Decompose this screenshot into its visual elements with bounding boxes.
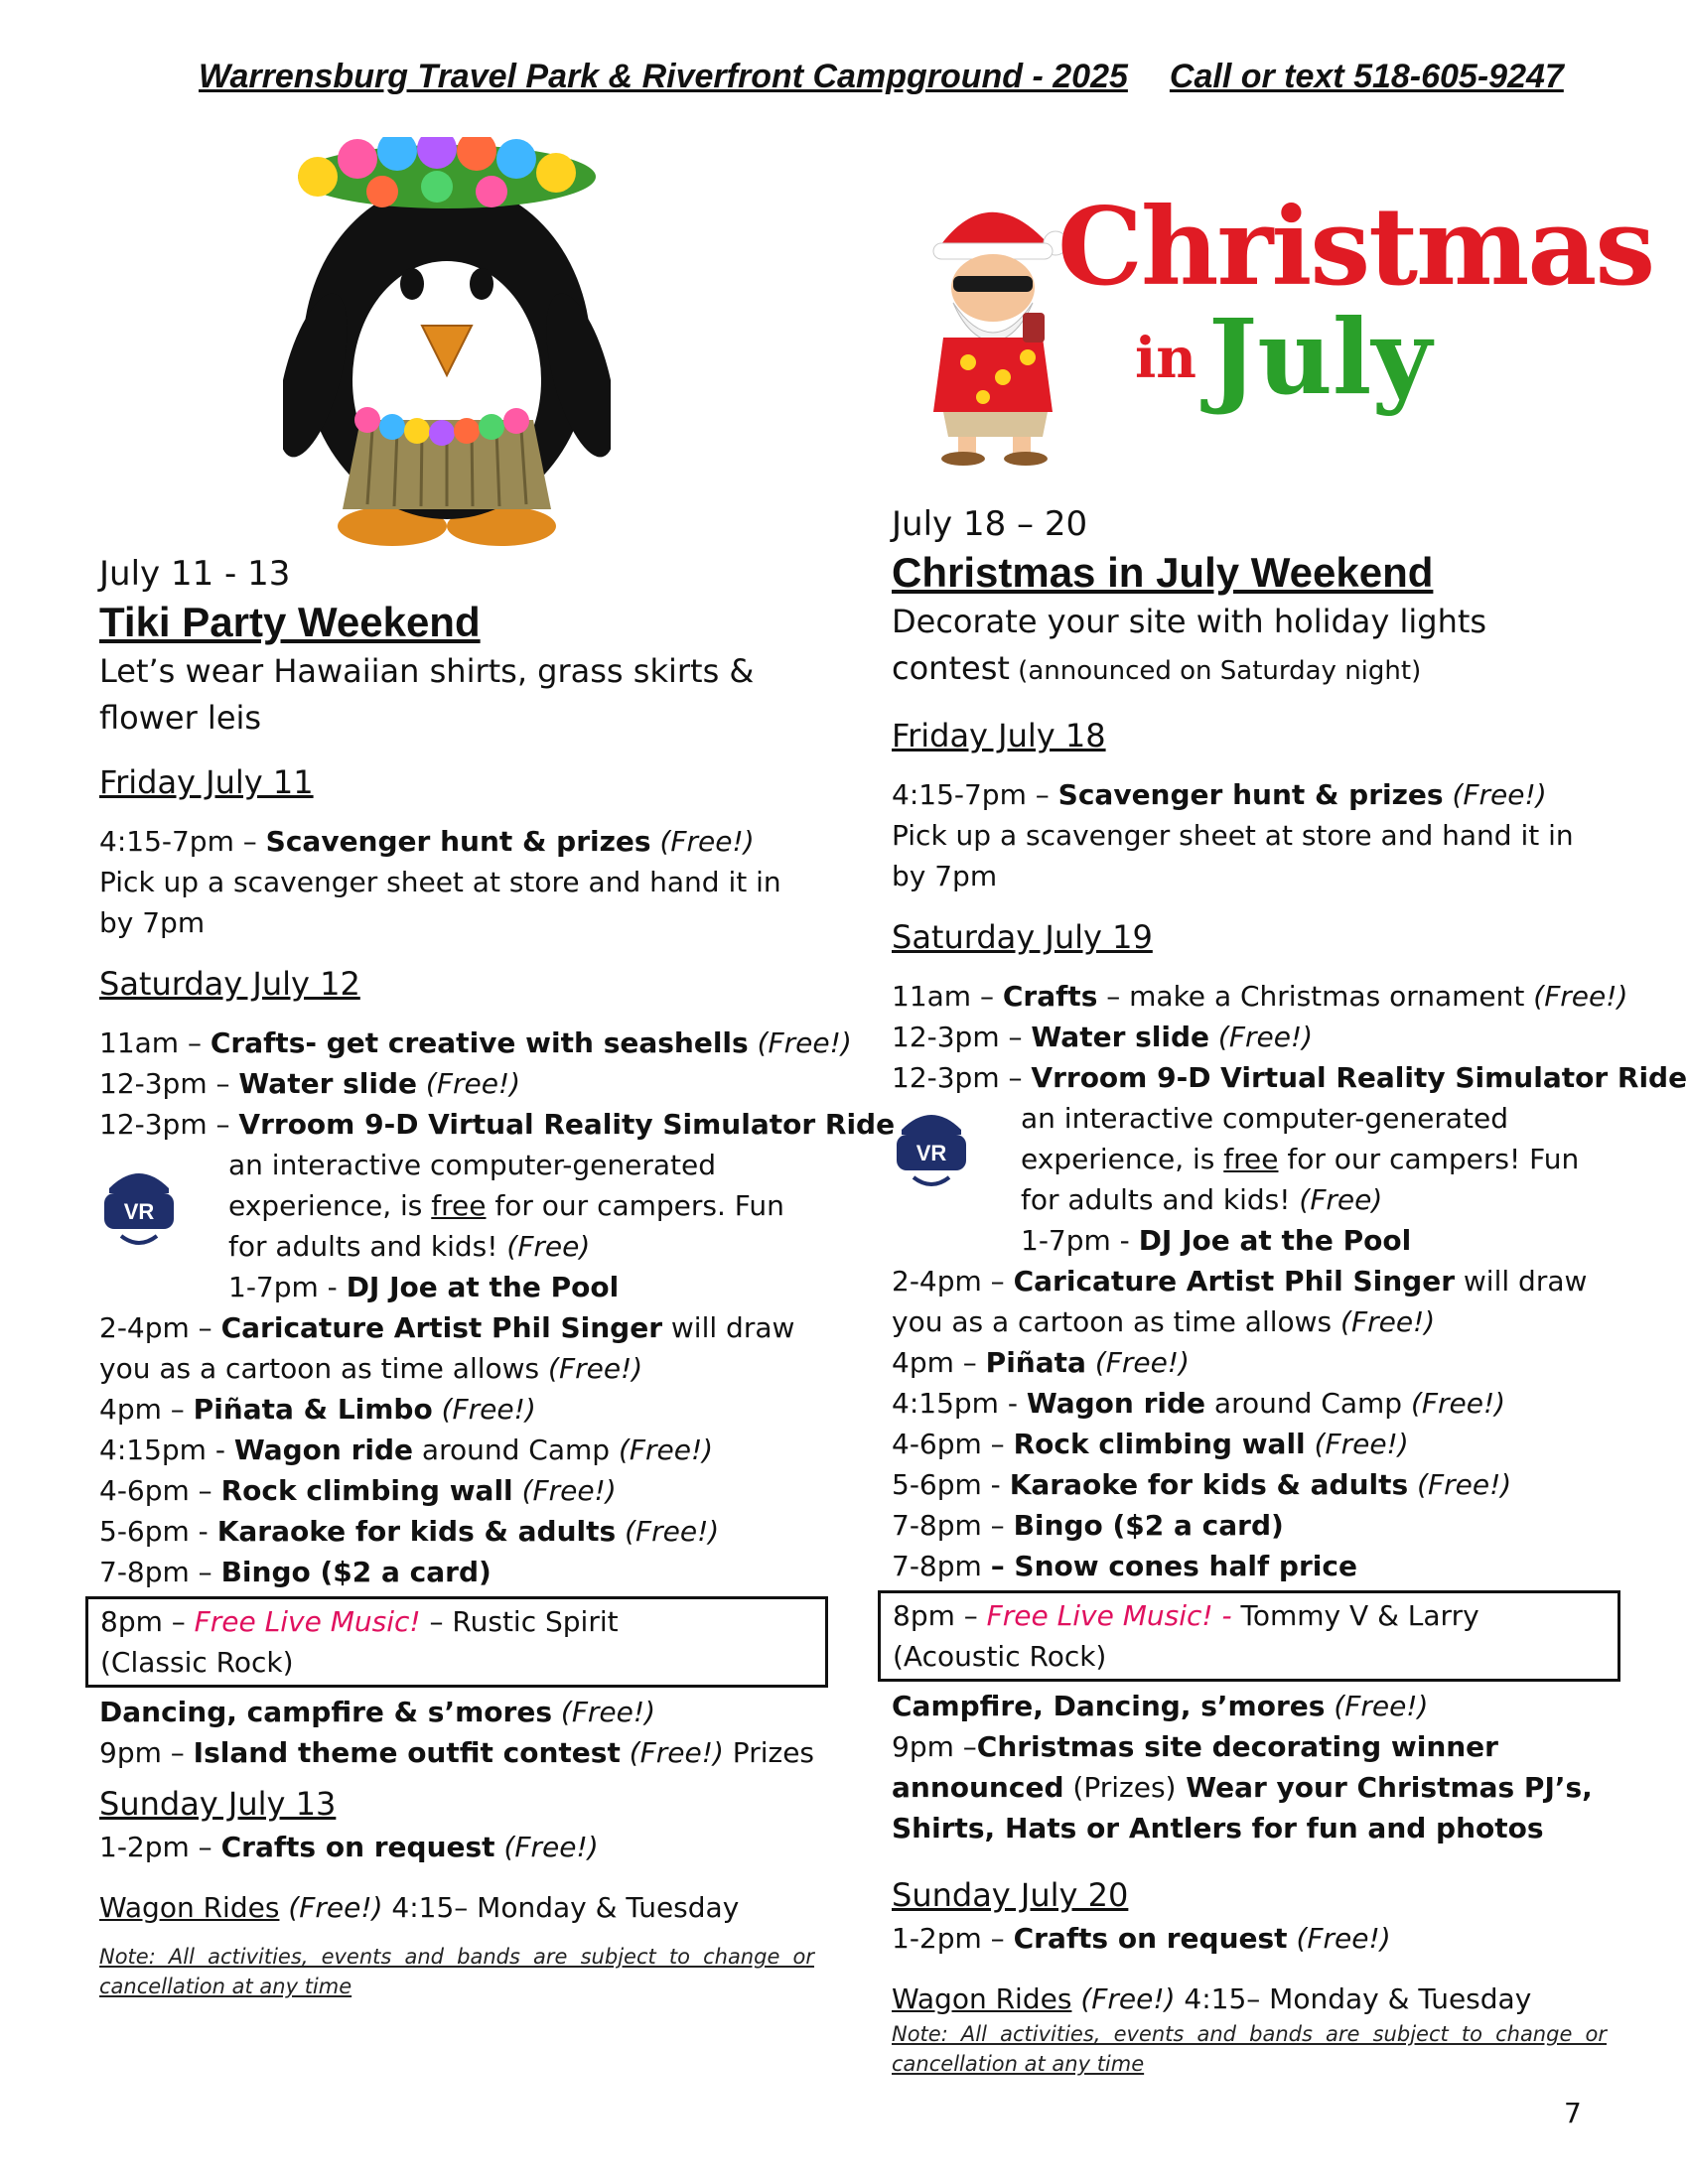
left-sunday-heading: Sunday July 13: [99, 1785, 337, 1823]
left-saturday-heading: Saturday July 12: [99, 965, 360, 1003]
subtitle-text: Decorate your site with holiday lights contest: [892, 603, 1487, 687]
vr-icon-label: VR: [915, 1141, 947, 1165]
right-sat-crafts: [892, 976, 1628, 1017]
right-title: Christmas in July Weekend: [892, 549, 1434, 596]
free-tag: (Free!): [425, 1067, 521, 1100]
event-time: 4-6pm –: [892, 1428, 1014, 1460]
vr-desc-text: for our campers. Fun: [486, 1189, 784, 1222]
vr-desc-text: for adults and kids!: [228, 1230, 507, 1263]
right-sat-caricature: [892, 1261, 1607, 1342]
event-time: 1-2pm –: [892, 1922, 1014, 1955]
event-time: 11am –: [892, 980, 1003, 1013]
event-time: 12-3pm –: [99, 1108, 239, 1141]
free-tag: (Free!): [288, 1891, 383, 1924]
event-detail: will draw you as a cartoon as time allows: [892, 1265, 1588, 1338]
vr-free-word: free: [1223, 1143, 1279, 1175]
free-tag: (Free!): [1080, 1982, 1176, 2015]
event-name: Bingo ($2 a card): [1013, 1509, 1284, 1542]
right-sunday-heading: Sunday July 20: [892, 1876, 1129, 1914]
right-sat-water-slide: [892, 1017, 1607, 1057]
right-sun-crafts: [892, 1918, 1607, 1959]
event-time: 5-6pm -: [892, 1468, 1010, 1501]
free-tag: (Free!): [618, 1433, 714, 1466]
event-detail: around Camp: [413, 1433, 619, 1466]
right-sat-vr: [892, 1057, 1688, 1098]
right-sat-bingo: [892, 1505, 1607, 1546]
left-sat-dancing: [99, 1692, 814, 1732]
event-time: 5-6pm -: [99, 1515, 217, 1548]
left-wagon-rides: [99, 1887, 814, 1928]
left-friday-scavenger: [99, 821, 814, 943]
free-tag: (Free!): [1533, 980, 1628, 1013]
logo-word-in: in: [1135, 326, 1196, 391]
left-sat-bingo: [99, 1552, 814, 1592]
event-time: 12-3pm –: [892, 1061, 1032, 1094]
vr-desc-text: experience, is: [228, 1189, 432, 1222]
free-tag: (Free!): [757, 1026, 852, 1059]
event-name: Caricature Artist Phil Singer: [1013, 1265, 1455, 1297]
right-note: Note: All activities, events and bands are subject to change or cancellation at any time: [892, 2022, 1607, 2076]
free-tag: (Free!): [1452, 778, 1547, 811]
event-name: Wagon ride: [1026, 1387, 1206, 1420]
left-title: Tiki Party Weekend: [99, 599, 481, 645]
right-sat-campfire: [892, 1686, 1607, 1726]
event-time: 7-8pm –: [99, 1556, 221, 1588]
christmas-in-july-column: [892, 501, 1688, 2079]
vr-desc-line: [228, 1185, 814, 1226]
band-name: – Rustic Spirit: [420, 1605, 619, 1638]
right-sat-karaoke: [892, 1464, 1607, 1505]
event-detail: Wear your Christmas PJ’s, Shirts, Hats or Antlers for fun and photos: [892, 1771, 1593, 1844]
header-phone: Call or text 518-605-9247: [1169, 58, 1564, 95]
event-detail: – make a Christmas ornament: [1097, 980, 1534, 1013]
right-friday-scavenger: [892, 774, 1607, 896]
event-name: Vrroom 9-D Virtual Reality Simulator Ride: [238, 1108, 896, 1141]
vr-desc-line: [1021, 1139, 1607, 1179]
left-sat-crafts: [99, 1023, 852, 1063]
free-tag: (Free!): [629, 1736, 724, 1769]
page-header: [199, 58, 1579, 96]
event-name: Crafts: [1002, 980, 1098, 1013]
free-tag: (Free!): [1314, 1428, 1409, 1460]
vr-desc-text: for adults and kids!: [1021, 1183, 1300, 1216]
vr-desc-line: [1021, 1179, 1607, 1220]
right-wagon-rides: [892, 1979, 1607, 2019]
right-sat-xmas-winner: [892, 1726, 1607, 1848]
event-time: 8pm –: [893, 1599, 987, 1632]
right-sat-pinata: [892, 1342, 1607, 1383]
event-time: 7-8pm –: [892, 1509, 1014, 1542]
wagon-rides-schedule: 4:15– Monday & Tuesday: [382, 1891, 740, 1924]
free-live-music-label: Free Live Music!: [194, 1605, 421, 1638]
event-time: 9pm –: [99, 1736, 194, 1769]
event-name: Piñata & Limbo: [193, 1393, 433, 1426]
christmas-in-july-logo: [899, 185, 1654, 467]
event-name: Crafts on request: [1013, 1922, 1288, 1955]
wagon-rides-label: Wagon Rides: [892, 1982, 1072, 2015]
event-name: Karaoke for kids & adults: [216, 1515, 617, 1548]
right-saturday-heading: Saturday July 19: [892, 918, 1153, 956]
event-name: Christmas site decorating winner announced: [892, 1730, 1498, 1804]
event-time: 2-4pm –: [99, 1311, 221, 1344]
band-name: Tommy V & Larry: [1240, 1599, 1479, 1632]
left-sat-vr: [99, 1104, 896, 1145]
free-tag: (Free!): [560, 1696, 656, 1728]
event-name: Dancing, campfire & s’mores: [99, 1696, 552, 1728]
left-sat-wagon: [99, 1430, 814, 1470]
left-sat-rock: [99, 1470, 814, 1511]
right-dates: July 18 – 20: [892, 504, 1088, 544]
event-time: 2-4pm –: [892, 1265, 1014, 1297]
event-time: 9pm –: [892, 1730, 977, 1763]
free-live-music-label: Free Live Music! -: [986, 1599, 1241, 1632]
left-dates: July 11 - 13: [99, 554, 291, 594]
event-time: 1-2pm –: [99, 1831, 221, 1863]
free-tag: (Free): [506, 1230, 591, 1263]
event-detail: Pick up a scavenger sheet at store and hand it in by 7pm: [99, 866, 781, 939]
right-sat-rock: [892, 1424, 1607, 1464]
event-time: 4pm –: [99, 1393, 194, 1426]
logo-word-christmas: Christmas: [1057, 185, 1654, 310]
left-sat-dj: [228, 1267, 814, 1307]
tiki-penguin-illustration: [283, 137, 611, 554]
event-time: 12-3pm –: [99, 1067, 239, 1100]
wagon-rides-schedule: 4:15– Monday & Tuesday: [1175, 1982, 1532, 2015]
event-name: Rock climbing wall: [1013, 1428, 1306, 1460]
event-time: 12-3pm –: [892, 1021, 1032, 1053]
free-tag: (Free!): [441, 1393, 536, 1426]
event-name: DJ Joe at the Pool: [1138, 1224, 1412, 1257]
vr-icon-label: VR: [123, 1199, 155, 1224]
event-detail: Pick up a scavenger sheet at store and hand it in by 7pm: [892, 819, 1574, 892]
event-time: 4:15-7pm –: [99, 825, 266, 858]
right-sat-wagon: [892, 1383, 1607, 1424]
header-park-name: Warrensburg Travel Park & Riverfront Campground - 2025: [199, 58, 1128, 95]
flower-crown: [298, 137, 596, 208]
event-name: Crafts on request: [220, 1831, 495, 1863]
event-time: 11am –: [99, 1026, 211, 1059]
free-tag: (Free!): [625, 1515, 720, 1548]
right-live-music-box: [878, 1590, 1620, 1682]
left-sat-karaoke: [99, 1511, 814, 1552]
event-name: Karaoke for kids & adults: [1009, 1468, 1409, 1501]
right-subtitle: [892, 599, 1607, 695]
free-tag: (Free): [1299, 1183, 1383, 1216]
event-name: Scavenger hunt & prizes: [265, 825, 651, 858]
event-name: Island theme outfit contest: [193, 1736, 621, 1769]
left-friday-heading: Friday July 11: [99, 763, 314, 801]
vr-desc-text: experience, is: [1021, 1143, 1224, 1175]
free-tag: (Free!): [1296, 1922, 1391, 1955]
event-name: Water slide: [1031, 1021, 1210, 1053]
event-name: Caricature Artist Phil Singer: [220, 1311, 662, 1344]
event-detail: will draw you as a cartoon as time allows: [99, 1311, 795, 1385]
event-detail: Prizes: [723, 1736, 815, 1769]
event-time: 8pm –: [100, 1605, 195, 1638]
left-sun-crafts: [99, 1827, 814, 1867]
free-tag: (Free!): [1334, 1690, 1429, 1722]
event-name: DJ Joe at the Pool: [346, 1271, 620, 1303]
right-sat-dj: [1021, 1220, 1607, 1261]
tiki-party-column: [99, 551, 896, 2001]
event-time: 1-7pm -: [1021, 1224, 1139, 1257]
left-subtitle: Let’s wear Hawaiian shirts, grass skirts & flower leis: [99, 652, 755, 737]
left-sat-contest: [99, 1732, 814, 1773]
free-tag: (Free!): [1417, 1468, 1512, 1501]
event-name: – Snow cones half price: [990, 1550, 1357, 1582]
page-number: 7: [1564, 2097, 1582, 2129]
left-sat-pinata: [99, 1389, 814, 1430]
left-note: Note: All activities, events and bands are subject to change or cancellation at any time: [99, 1945, 814, 1998]
event-name: Water slide: [238, 1067, 418, 1100]
vr-free-word: free: [431, 1189, 487, 1222]
left-live-music-box: [85, 1596, 828, 1688]
event-time: 4-6pm –: [99, 1474, 221, 1507]
left-vr-description: [99, 1145, 814, 1307]
free-tag: (Free!): [521, 1474, 617, 1507]
event-time: 4:15-7pm –: [892, 778, 1058, 811]
vr-desc-text: for our campers! Fun: [1278, 1143, 1580, 1175]
right-vr-description: [892, 1098, 1607, 1261]
vr-headset-icon: [892, 1100, 971, 1199]
event-name: Bingo ($2 a card): [220, 1556, 492, 1588]
event-detail: around Camp: [1205, 1387, 1411, 1420]
vr-desc-line: an interactive computer-generated: [1021, 1102, 1509, 1135]
right-friday-heading: Friday July 18: [892, 717, 1106, 754]
free-tag: (Free!): [1340, 1305, 1436, 1338]
free-tag: (Free!): [548, 1352, 643, 1385]
event-detail: (Prizes): [1072, 1771, 1177, 1804]
vr-desc-line: an interactive computer-generated: [228, 1149, 717, 1181]
free-tag: (Free!): [1410, 1387, 1506, 1420]
right-sat-snow-cones: [892, 1546, 1607, 1586]
wagon-rides-label: Wagon Rides: [99, 1891, 280, 1924]
event-name: Crafts- get creative with seashells: [210, 1026, 749, 1059]
event-time: 7-8pm: [892, 1550, 991, 1582]
free-tag: (Free!): [1217, 1021, 1314, 1053]
event-time: 4:15pm -: [892, 1387, 1027, 1420]
left-sat-water-slide: [99, 1063, 814, 1104]
event-name: Rock climbing wall: [220, 1474, 513, 1507]
left-sat-caricature: [99, 1307, 814, 1389]
vr-desc-line: [228, 1226, 814, 1267]
event-time: 4:15pm -: [99, 1433, 234, 1466]
vr-headset-icon: [99, 1159, 179, 1258]
music-genre: (Classic Rock): [100, 1646, 294, 1679]
event-name: Wagon ride: [233, 1433, 414, 1466]
event-name: Piñata: [985, 1346, 1086, 1379]
free-tag: (Free!): [659, 825, 755, 858]
free-tag: (Free!): [503, 1831, 599, 1863]
music-genre: (Acoustic Rock): [893, 1640, 1107, 1673]
event-name: Scavenger hunt & prizes: [1057, 778, 1444, 811]
event-time: 4pm –: [892, 1346, 986, 1379]
event-name: Vrroom 9-D Virtual Reality Simulator Ride: [1031, 1061, 1688, 1094]
free-tag: (Free!): [1094, 1346, 1190, 1379]
event-name: Campfire, Dancing, s’mores: [892, 1690, 1326, 1722]
event-time: 1-7pm -: [228, 1271, 347, 1303]
logo-word-july: July: [1208, 296, 1432, 418]
subtitle-note: (announced on Saturday night): [1009, 656, 1422, 686]
